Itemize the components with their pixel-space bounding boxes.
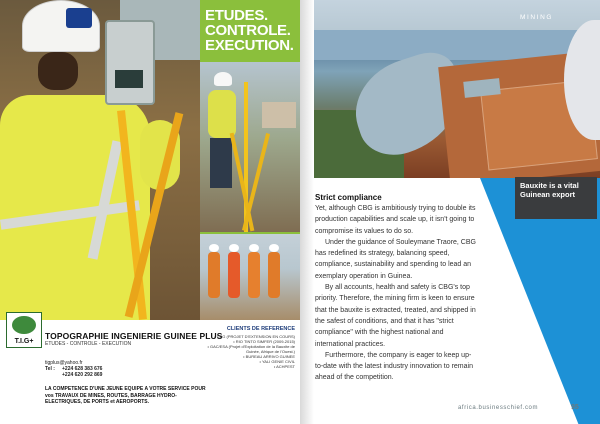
team-photo — [200, 234, 300, 320]
section-label: MINING — [520, 14, 554, 21]
page-gutter — [300, 0, 314, 424]
reference-item: • RIO TINTO SIMFER (2009-2015) — [233, 339, 295, 344]
tel-label: Tel : — [45, 366, 55, 372]
article-paragraph: Under the guidance of Souleymane Traore, CBG has redefined its strategy, balancing speed, compliance, sustainability and spending to lead an exemplary operation in Guinea. — [315, 238, 476, 280]
logo-text: T.I.G+ — [14, 338, 34, 345]
article-body — [315, 203, 477, 384]
reference-item: • BUREAU ARRIVO GUINEE — [243, 354, 295, 359]
services-statement: LA COMPETENCE D'UNE JEUNE EQUIPE A VOTRE SERVICE POUR vos TRAVAUX DE MINES, ROUTES, BARRAGE HYDRO-ELECTRIQUES, DE PORTS et AEROPORTS. — [45, 386, 206, 405]
callout-text: Bauxite is a vital Guinean export — [520, 181, 579, 199]
company-name: TOPOGRAPHIE INGENIERIE GUINEE PLUS — [45, 331, 223, 341]
phone-1: +224 628 383 676 — [62, 366, 103, 372]
contact-email[interactable]: tigplus@yahoo.fr — [45, 360, 83, 366]
surveyor-photo — [0, 0, 200, 320]
references-list — [195, 334, 295, 369]
brand-headline: ETUDES. CONTROLE. EXECUTION. — [205, 7, 294, 54]
article-paragraph: Yet, although CBG is ambitiously trying to double its production capabilities and scale up, it isn't going to compromise its values to do so. — [315, 205, 476, 235]
company-tagline: ETUDES - CONTROLE - EXECUTION — [45, 341, 132, 347]
reference-item: • ACHPEST — [273, 364, 295, 369]
references-title: CLIENTS DE REFERENCE — [226, 326, 295, 332]
footer-website: africa.businesschief.com — [458, 405, 539, 411]
article-heading: Strict compliance — [315, 193, 382, 202]
survey-field-photo — [200, 62, 300, 232]
page-number: 95 — [571, 404, 579, 411]
globe-icon — [10, 314, 38, 336]
article-paragraph: Furthermore, the company is eager to keep up-to-date with the latest industry innovation to remain ahead of the competition. — [315, 351, 473, 382]
reference-item: • YALI GENIE CIVIL — [259, 359, 295, 364]
phone-2: +224 620 292 869 — [62, 372, 103, 378]
reference-item: • CBG (PROJET D'EXTENSION EN COURS) — [214, 334, 295, 339]
article-paragraph: By all accounts, health and safety is CBG's top priority. Therefore, the mining firm is keen to ensure that the bauxite is extracted, treated, and shipped in the safest of conditions, and that it has "strict compliance" with the highest national and international practices. — [315, 284, 476, 348]
aerial-mine-photo — [314, 0, 600, 178]
reference-item: • GAC/ESA (Projet d'Exploitation de la Bauxite de Guinée, Afrique de l'Ouest.) — [207, 344, 295, 354]
